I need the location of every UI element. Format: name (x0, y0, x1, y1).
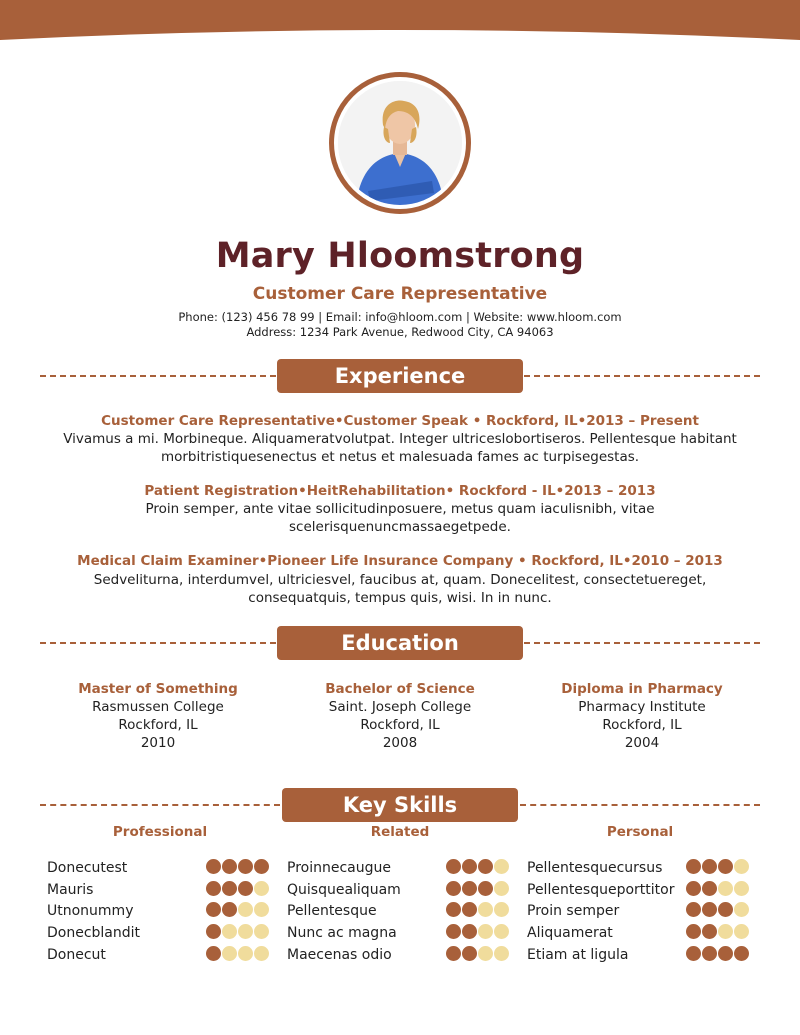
skill-rating (686, 924, 749, 941)
skill-row (287, 880, 509, 902)
experience-heading: Experience (277, 359, 523, 393)
top-band (0, 0, 800, 60)
rating-dot-filled (222, 902, 237, 917)
school: Saint. Joseph College (328, 699, 472, 715)
skill-rating (686, 881, 749, 898)
education-heading: Education (277, 626, 523, 660)
experience-entry-desc: Vivamus a mi. Morbineque. Aliquameratvolutpat. Integer ultriceslobortiseros. Pellentesque habitant (63, 431, 737, 447)
experience-section-bar (40, 359, 760, 393)
skill-rating (206, 881, 269, 898)
rating-dot-filled (702, 946, 717, 961)
rating-dot-filled (254, 859, 269, 874)
rating-dot-filled (462, 946, 477, 961)
experience-entry-heading: Patient Registration•HeitRehabilitation• Rockford - IL•2013 – 2013 (144, 483, 656, 499)
skill-list-related (287, 858, 509, 966)
degree: Master of Something (78, 681, 238, 697)
skill-rating (206, 924, 269, 941)
rating-dot-empty (494, 946, 509, 961)
skill-row (287, 923, 509, 945)
rating-dot-filled (206, 859, 221, 874)
skill-row (527, 945, 749, 967)
rating-dot-filled (446, 902, 461, 917)
rating-dot-filled (446, 924, 461, 939)
candidate-name: Mary Hloomstrong (215, 236, 585, 276)
education-entry (38, 680, 278, 752)
address-line: Address: 1234 Park Avenue, Redwood City, CA 94063 (246, 325, 554, 339)
school: Pharmacy Institute (578, 699, 706, 715)
rating-dot-filled (702, 881, 717, 896)
degree: Diploma in Pharmacy (561, 681, 723, 697)
skill-row (527, 901, 749, 923)
rating-dot-filled (462, 881, 477, 896)
rating-dot-filled (478, 881, 493, 896)
skill-rating (206, 946, 269, 963)
rating-dot-filled (686, 881, 701, 896)
skill-row (47, 945, 269, 967)
skill-name: Donecut (47, 946, 106, 963)
skills-heading: Key Skills (282, 788, 518, 822)
rating-dot-filled (702, 924, 717, 939)
rating-dot-empty (734, 924, 749, 939)
skill-name: Proinnecaugue (287, 860, 391, 876)
skill-category: Related (370, 824, 430, 840)
rating-dot-empty (734, 902, 749, 917)
skill-name: Maecenas odio (287, 946, 392, 963)
skill-row (47, 880, 269, 902)
skill-list-professional (47, 858, 269, 966)
rating-dot-empty (494, 902, 509, 917)
skill-row (47, 901, 269, 923)
divider (524, 375, 760, 377)
skill-name: Pellentesquecursus (527, 860, 663, 876)
education-entry (280, 680, 520, 752)
skill-rating (446, 902, 509, 919)
rating-dot-empty (478, 902, 493, 917)
experience-entry-heading: Customer Care Representative•Customer Speak • Rockford, IL•2013 – Present (101, 413, 699, 429)
rating-dot-filled (462, 924, 477, 939)
divider (40, 642, 276, 644)
skill-row (527, 923, 749, 945)
rating-dot-empty (222, 924, 237, 939)
rating-dot-empty (478, 924, 493, 939)
skills-section-bar (40, 788, 760, 822)
rating-dot-filled (446, 881, 461, 896)
profile-photo (338, 81, 462, 205)
rating-dot-empty (254, 946, 269, 961)
rating-dot-filled (478, 859, 493, 874)
skill-row (287, 901, 509, 923)
school-location: Rockford, IL (118, 717, 198, 733)
experience-entry-desc: consequatquis, tempus quis, wisi. In in nunc. (248, 590, 552, 606)
skill-name: Donecutest (47, 860, 128, 876)
skill-rating (446, 946, 509, 963)
skill-name: Quisquealiquam (287, 881, 401, 898)
skill-category: Personal (606, 824, 674, 840)
rating-dot-empty (494, 924, 509, 939)
skill-rating (686, 902, 749, 919)
rating-dot-filled (718, 902, 733, 917)
skill-name: Pellentesqueporttitor (527, 881, 675, 898)
divider (524, 642, 760, 644)
skill-row (47, 923, 269, 945)
skill-name: Aliquamerat (527, 925, 613, 942)
skill-name: Donecblandit (47, 925, 141, 942)
rating-dot-filled (206, 881, 221, 896)
skill-name: Utnonummy (47, 903, 134, 920)
divider (40, 804, 280, 806)
skill-rating (446, 881, 509, 898)
skill-rating (686, 946, 749, 963)
rating-dot-empty (478, 946, 493, 961)
rating-dot-empty (254, 924, 269, 939)
rating-dot-filled (446, 859, 461, 874)
rating-dot-filled (686, 902, 701, 917)
skill-name: Etiam at ligula (527, 946, 629, 963)
skill-category: Professional (112, 824, 208, 840)
skill-row (287, 945, 509, 967)
rating-dot-filled (462, 902, 477, 917)
rating-dot-filled (686, 924, 701, 939)
school: Rasmussen College (92, 699, 224, 715)
rating-dot-empty (238, 902, 253, 917)
divider (520, 804, 760, 806)
rating-dot-empty (718, 881, 733, 896)
rating-dot-filled (718, 859, 733, 874)
education-section-bar (40, 626, 760, 660)
rating-dot-filled (702, 902, 717, 917)
rating-dot-empty (222, 946, 237, 961)
skill-row (527, 858, 749, 880)
school-location: Rockford, IL (360, 717, 440, 733)
rating-dot-filled (686, 946, 701, 961)
rating-dot-empty (494, 859, 509, 874)
experience-entry-desc: morbitristiquesenectus et netus et malesuada fames ac turpisegestas. (160, 449, 640, 465)
degree: Bachelor of Science (325, 681, 475, 697)
skill-rating (446, 924, 509, 941)
rating-dot-empty (254, 881, 269, 896)
rating-dot-filled (238, 881, 253, 896)
rating-dot-filled (206, 902, 221, 917)
rating-dot-empty (734, 859, 749, 874)
experience-entry-desc: scelerisquenuncmassaegetpede. (289, 519, 511, 535)
skill-rating (206, 859, 269, 876)
rating-dot-empty (734, 881, 749, 896)
skill-row (527, 880, 749, 902)
skill-rating (446, 859, 509, 876)
skill-name: Nunc ac magna (287, 925, 397, 942)
rating-dot-empty (238, 924, 253, 939)
graduation-year: 2004 (624, 735, 660, 751)
contact-line: Phone: (123) 456 78 99 | Email: info@hloom.com | Website: www.hloom.com (178, 310, 622, 324)
skill-name: Proin semper (527, 903, 620, 920)
skill-name: Pellentesque (287, 903, 377, 920)
divider (40, 375, 276, 377)
experience-entry-heading: Medical Claim Examiner•Pioneer Life Insurance Company • Rockford, IL•2010 – 2013 (77, 553, 723, 569)
skill-name: Mauris (47, 881, 94, 898)
rating-dot-empty (718, 924, 733, 939)
experience-entry-desc: Sedveliturna, interdumvel, ultriciesvel, faucibus at, quam. Donecelitest, consectetuereget, (93, 572, 707, 588)
rating-dot-empty (238, 946, 253, 961)
rating-dot-filled (686, 859, 701, 874)
rating-dot-filled (222, 859, 237, 874)
education-entry (522, 680, 762, 752)
rating-dot-filled (462, 859, 477, 874)
portrait-illustration (338, 81, 462, 205)
skill-row (287, 858, 509, 880)
rating-dot-empty (494, 881, 509, 896)
profile-photo-frame (329, 72, 471, 214)
rating-dot-filled (206, 946, 221, 961)
rating-dot-filled (238, 859, 253, 874)
rating-dot-filled (734, 946, 749, 961)
rating-dot-filled (222, 881, 237, 896)
rating-dot-filled (446, 946, 461, 961)
school-location: Rockford, IL (602, 717, 682, 733)
rating-dot-filled (206, 924, 221, 939)
skill-row (47, 858, 269, 880)
skill-rating (686, 859, 749, 876)
experience-entry-desc: Proin semper, ante vitae sollicitudinposuere, metus quam iaculisnibh, vitae (145, 501, 655, 517)
graduation-year: 2008 (382, 735, 418, 751)
skill-list-personal (527, 858, 749, 966)
job-title: Customer Care Representative (252, 284, 548, 304)
rating-dot-filled (718, 946, 733, 961)
graduation-year: 2010 (140, 735, 176, 751)
rating-dot-empty (254, 902, 269, 917)
skill-rating (206, 902, 269, 919)
rating-dot-filled (702, 859, 717, 874)
